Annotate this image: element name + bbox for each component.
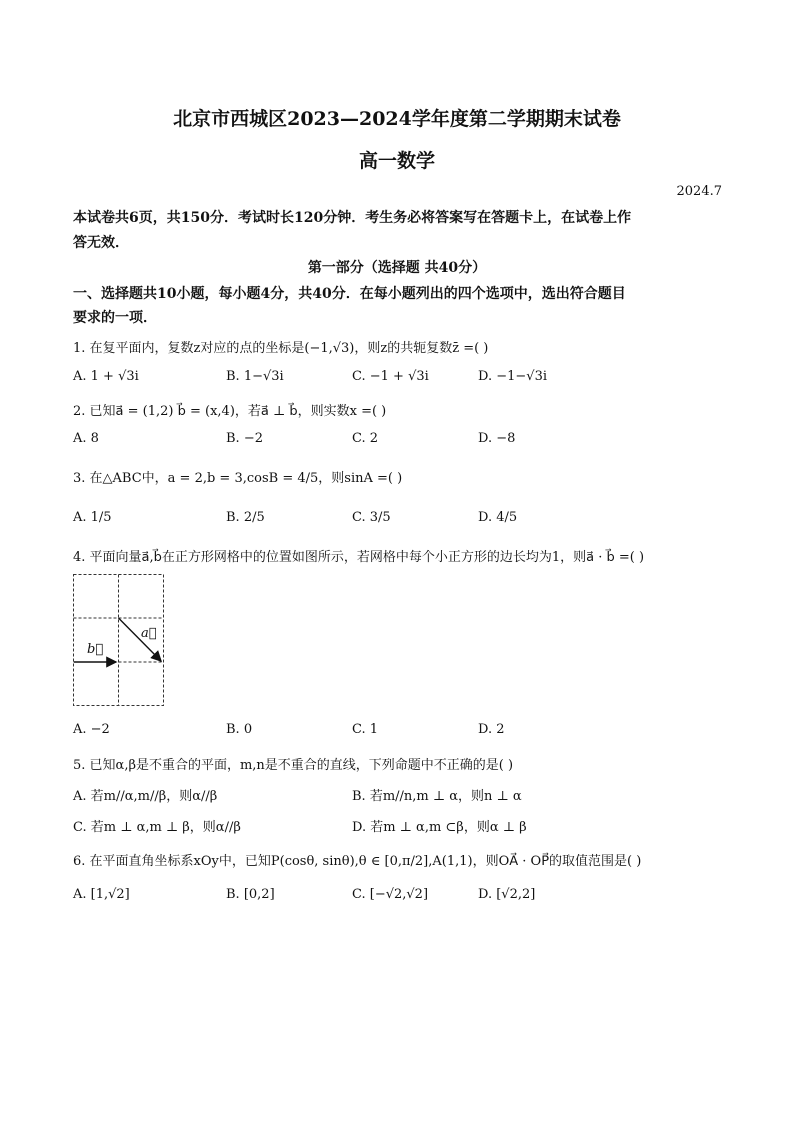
exam-subtitle: 高一数学 (358, 150, 435, 172)
question-6-option-b: B. [0,2] (226, 887, 275, 902)
question-5-stem: 5. 已知α,β是不重合的平面，m,n是不重合的直线，下列命题中不正确的是( ) (73, 758, 514, 773)
question-4-option-c: C. 1 (352, 722, 379, 737)
question-6-option-c: C. [−√2,√2] (352, 887, 429, 902)
question-5-option-a: A. 若m//α,m//β，则α//β (73, 789, 218, 804)
vector-a-label: a⃗ (141, 626, 157, 641)
question-6-stem: 6. 在平面直角坐标系xOy中，已知P(cosθ, sinθ),θ ∈ [0,π/2],A(1,1)，则OA⃗ · OP⃗的取值范围是( ) (73, 854, 642, 869)
question-3-option-b: B. 2/5 (226, 510, 265, 525)
vector-grid-figure (73, 574, 164, 706)
question-2-option-b: B. −2 (226, 431, 263, 446)
part-heading: 第一部分（选择题 共40分） (307, 260, 487, 276)
exam-date: 2024.7 (676, 184, 722, 199)
question-2-option-a: A. 8 (73, 431, 99, 446)
question-6-option-d: D. [√2,2] (478, 887, 536, 902)
question-4-option-b: B. 0 (226, 722, 253, 737)
question-3-option-c: C. 3/5 (352, 510, 391, 525)
section-line-2: 要求的一项． (73, 310, 157, 326)
question-3-stem: 3. 在△ABC中，a = 2,b = 3,cosB = 4/5，则sinA =( ) (73, 471, 403, 486)
question-1-option-a: A. 1 + √3i (73, 369, 139, 384)
question-2-option-d: D. −8 (478, 431, 516, 446)
question-1-option-c: C. −1 + √3i (352, 369, 429, 384)
question-1-option-d: D. −1−√3i (478, 369, 547, 384)
question-1-stem: 1. 在复平面内，复数z对应的点的坐标是(−1,√3)，则z的共轭复数z̄ =( ) (73, 341, 489, 356)
question-4-option-d: D. 2 (478, 722, 505, 737)
intro-line-1: 本试卷共6页，共150分．考试时长120分钟．考生务必将答案写在答题卡上，在试卷上作 (73, 210, 632, 226)
question-3-option-d: D. 4/5 (478, 510, 518, 525)
question-5-option-b: B. 若m//n,m ⊥ α，则n ⊥ α (352, 789, 522, 804)
question-6-option-a: A. [1,√2] (73, 887, 130, 902)
question-1-option-b: B. 1−√3i (226, 369, 284, 384)
section-line-1: 一、选择题共10小题，每小题4分，共40分．在每小题列出的四个选项中，选出符合题目 (73, 286, 626, 302)
question-4-stem: 4. 平面向量a⃗,b⃗在正方形网格中的位置如图所示，若网格中每个小正方形的边长均为1，则a⃗ · b⃗ =( ) (73, 550, 645, 565)
exam-title: 北京市西城区2023—2024学年度第二学期期末试卷 (173, 108, 621, 130)
question-5-option-c: C. 若m ⊥ α,m ⊥ β，则α//β (73, 820, 241, 835)
question-3-option-a: A. 1/5 (73, 510, 112, 525)
intro-line-2: 答无效． (73, 235, 129, 251)
vector-b-label: b⃗ (87, 642, 104, 657)
question-2-option-c: C. 2 (352, 431, 379, 446)
question-4-option-a: A. −2 (73, 722, 110, 737)
question-5-option-d: D. 若m ⊥ α,m ⊂β，则α ⊥ β (352, 820, 527, 835)
question-2-stem: 2. 已知a⃗ = (1,2) b⃗ = (x,4)，若a⃗ ⊥ b⃗，则实数x =( ) (73, 404, 387, 419)
